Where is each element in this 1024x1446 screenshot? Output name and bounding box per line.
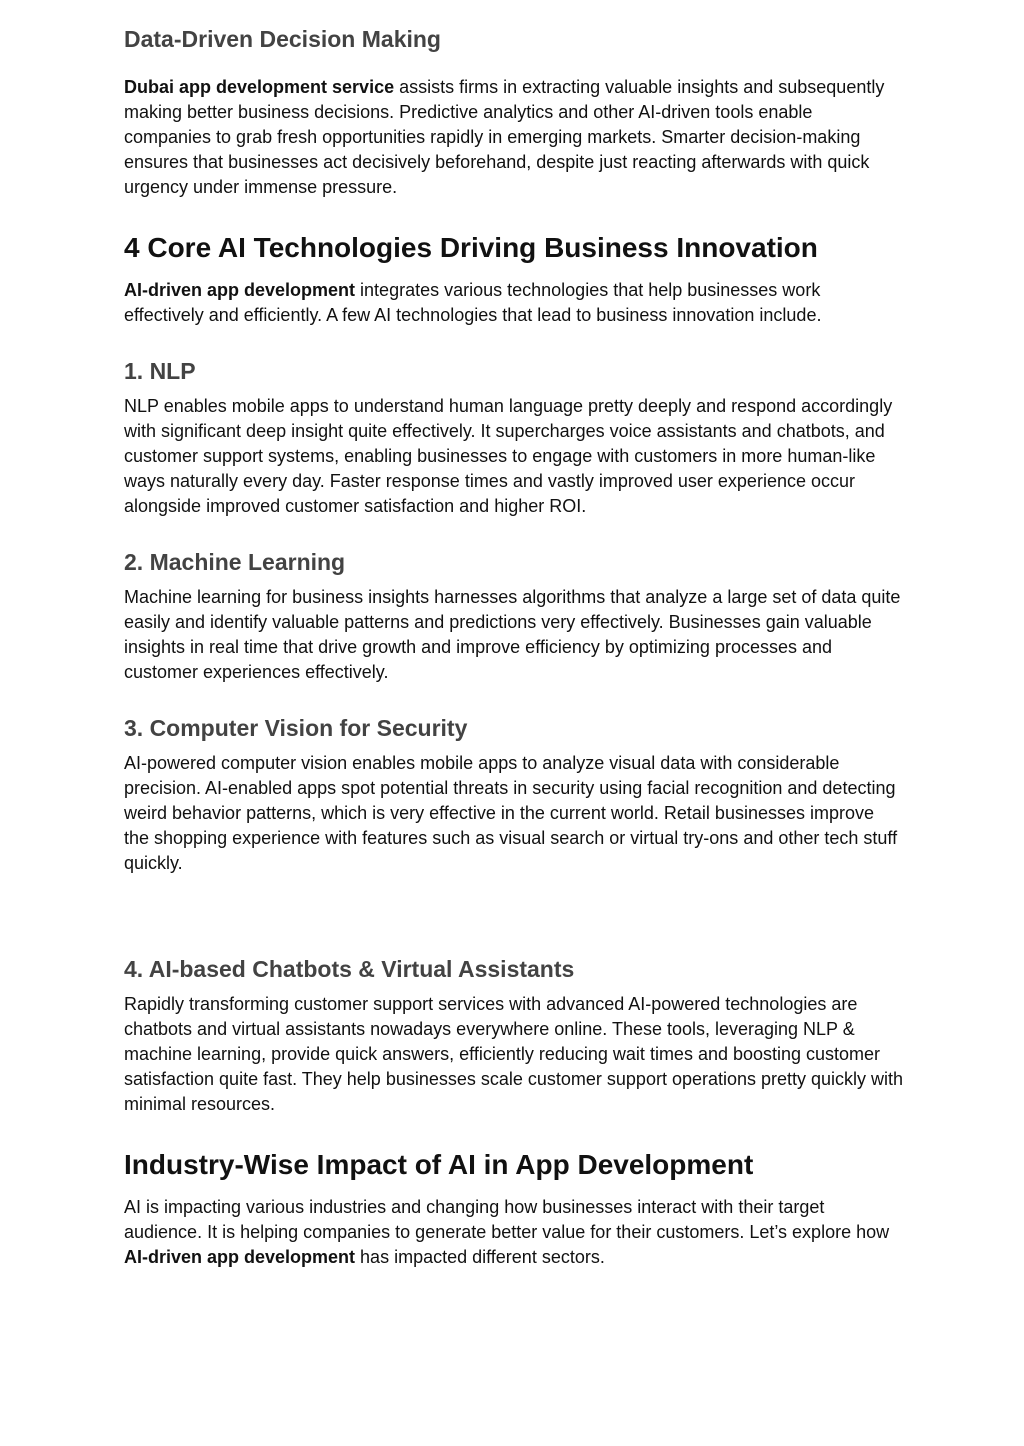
heading-computer-vision: 3. Computer Vision for Security [124,715,468,741]
paragraph-computer-vision: AI-powered computer vision enables mobile apps to analyze visual data with considerable precision. AI-enabled apps spot potential threats in security using facial recognition and detecting weird behavior patterns, which is very effective in the current world. Retail businesses improve the shopping experience with features such as visual search or virtual try-ons and other tech stuff quickly. [124,753,898,873]
bold-ai-driven-app-development: AI-driven app development [124,280,356,300]
heading-nlp: 1. NLP [124,358,196,384]
bold-ai-driven-app-development-2: AI-driven app development [124,1247,356,1267]
heading-industry-impact: Industry-Wise Impact of AI in App Development [124,1149,754,1180]
paragraph-data-driven-text: assists firms in extracting valuable insights and subsequently making better business decisions. Predictive analytics and other AI-driven tools enable companies to grab fresh opportunities rapidly in emerging markets. Smarter decision-making ensures that businesses act decisively beforehand, despite just reacting afterwards with quick urgency under immense pressure. [124,77,885,197]
heading-chatbots: 4. AI-based Chatbots & Virtual Assistants [124,956,575,982]
paragraph-industry-text-after: has impacted different sectors. [355,1247,605,1267]
paragraph-industry-text-before: AI is impacting various industries and changing how businesses interact with their target audience. It is helping companies to generate better value for their customers. Let’s explore how [124,1197,890,1242]
paragraph-core-technologies-text: integrates various technologies that help businesses work effectively and efficiently. A few AI technologies that lead to business innovation include. [124,280,822,325]
paragraph-industry-impact [124,1195,904,1270]
heading-data-driven: Data-Driven Decision Making [124,26,441,52]
heading-machine-learning: 2. Machine Learning [124,549,346,575]
paragraph-core-technologies [124,278,904,328]
paragraph-nlp: NLP enables mobile apps to understand human language pretty deeply and respond accordingly with significant deep insight quite effectively. It supercharges voice assistants and chatbots, and customer support systems, enabling businesses to engage with customers in more human-like ways naturally every day. Faster response times and vastly improved user experience occur alongside improved customer satisfaction and higher ROI. [124,396,893,516]
heading-core-technologies: 4 Core AI Technologies Driving Business Innovation [124,232,818,263]
bold-dubai-app-development: Dubai app development service [124,77,395,97]
paragraph-machine-learning: Machine learning for business insights harnesses algorithms that analyze a large set of data quite easily and identify valuable patterns and predictions very effectively. Businesses gain valuable insights in real time that drive growth and improve efficiency by optimizing processes and customer experiences effectively. [124,587,901,682]
paragraph-data-driven [124,75,904,200]
paragraph-chatbots: Rapidly transforming customer support services with advanced AI-powered technologies are chatbots and virtual assistants nowadays everywhere online. These tools, leveraging NLP & machine learning, provide quick answers, efficiently reducing wait times and boosting customer satisfaction quite fast. They help businesses scale customer support operations pretty quickly with minimal resources. [124,994,904,1114]
